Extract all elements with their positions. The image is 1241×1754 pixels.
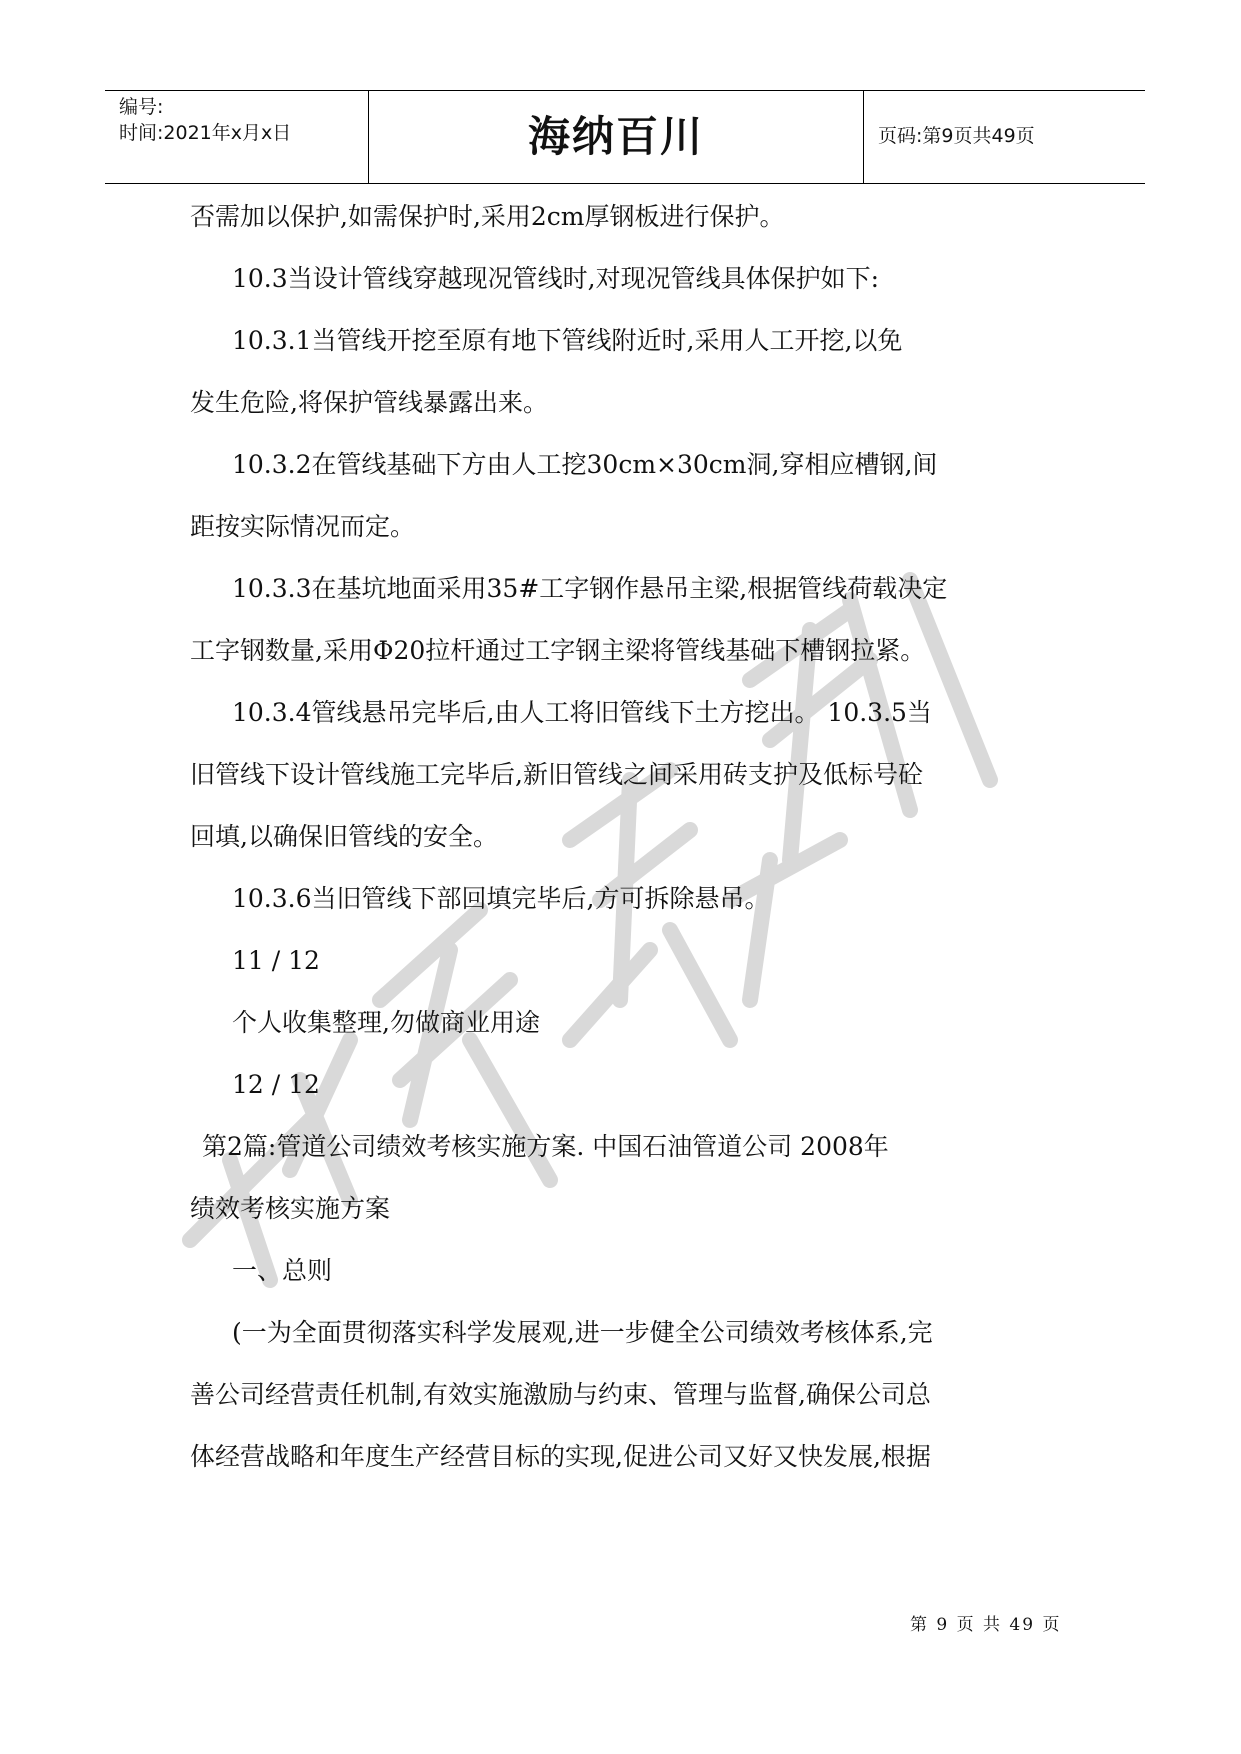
paragraph-line-8: 工字钢数量,采用Φ20拉杆通过工字钢主梁将管线基础下槽钢拉紧。: [190, 636, 926, 665]
header-title-cell: [369, 91, 864, 183]
paragraph-line-15: 12 / 12: [232, 1070, 320, 1099]
paragraph-line-16: 第2篇:管道公司绩效考核实施方案. 中国石油管道公司 2008年: [202, 1132, 889, 1161]
watermark-strokes: [190, 580, 990, 1280]
footer-page-number: 第 9 页 共 49 页: [910, 1615, 1062, 1635]
paragraph-line-20: 善公司经营责任机制,有效实施激励与约束、管理与监督,确保公司总: [190, 1380, 931, 1409]
paragraph-line-14: 个人收集整理,勿做商业用途: [232, 1008, 540, 1037]
document-time-label: 时间:2021年x月x日: [119, 122, 292, 144]
header-page-number: 页码:第9页共49页: [878, 125, 1035, 147]
paragraph-line-2: 10.3当设计管线穿越现况管线时,对现况管线具体保护如下:: [232, 264, 880, 293]
page-header: [105, 90, 1145, 184]
paragraph-line-7: 10.3.3在基坑地面采用35#工字钢作悬吊主梁,根据管线荷载决定: [232, 574, 948, 603]
paragraph-line-5: 10.3.2在管线基础下方由人工挖30cm×30cm洞,穿相应槽钢,间: [232, 450, 938, 479]
paragraph-line-11: 回填,以确保旧管线的安全。: [190, 822, 498, 851]
header-title: 海纳百川: [527, 112, 704, 161]
paragraph-line-10: 旧管线下设计管线施工完毕后,新旧管线之间采用砖支护及低标号砼: [190, 760, 923, 789]
paragraph-line-21: 体经营战略和年度生产经营目标的实现,促进公司又好又快发展,根据: [190, 1442, 931, 1471]
paragraph-line-1: 否需加以保护,如需保护时,采用2cm厚钢板进行保护。: [190, 202, 785, 231]
paragraph-line-9: 10.3.4管线悬吊完毕后,由人工将旧管线下土方挖出。 10.3.5当: [232, 698, 932, 727]
paragraph-line-6: 距按实际情况而定。: [190, 512, 416, 541]
header-page-cell: [864, 91, 1145, 183]
paragraph-line-19: (一为全面贯彻落实科学发展观,进一步健全公司绩效考核体系,完: [232, 1318, 933, 1347]
document-number-label: 编号:: [119, 96, 164, 118]
paragraph-line-17: 绩效考核实施方案: [190, 1194, 391, 1223]
paragraph-line-4: 发生危险,将保护管线暴露出来。: [190, 388, 548, 417]
header-meta-cell: [105, 91, 369, 183]
paragraph-line-13: 11 / 12: [232, 946, 320, 975]
paragraph-line-3: 10.3.1当管线开挖至原有地下管线附近时,采用人工开挖,以免: [232, 326, 903, 355]
paragraph-line-18: 一、总则: [232, 1256, 333, 1285]
paragraph-line-12: 10.3.6当旧管线下部回填完毕后,方可拆除悬吊。: [232, 884, 770, 913]
